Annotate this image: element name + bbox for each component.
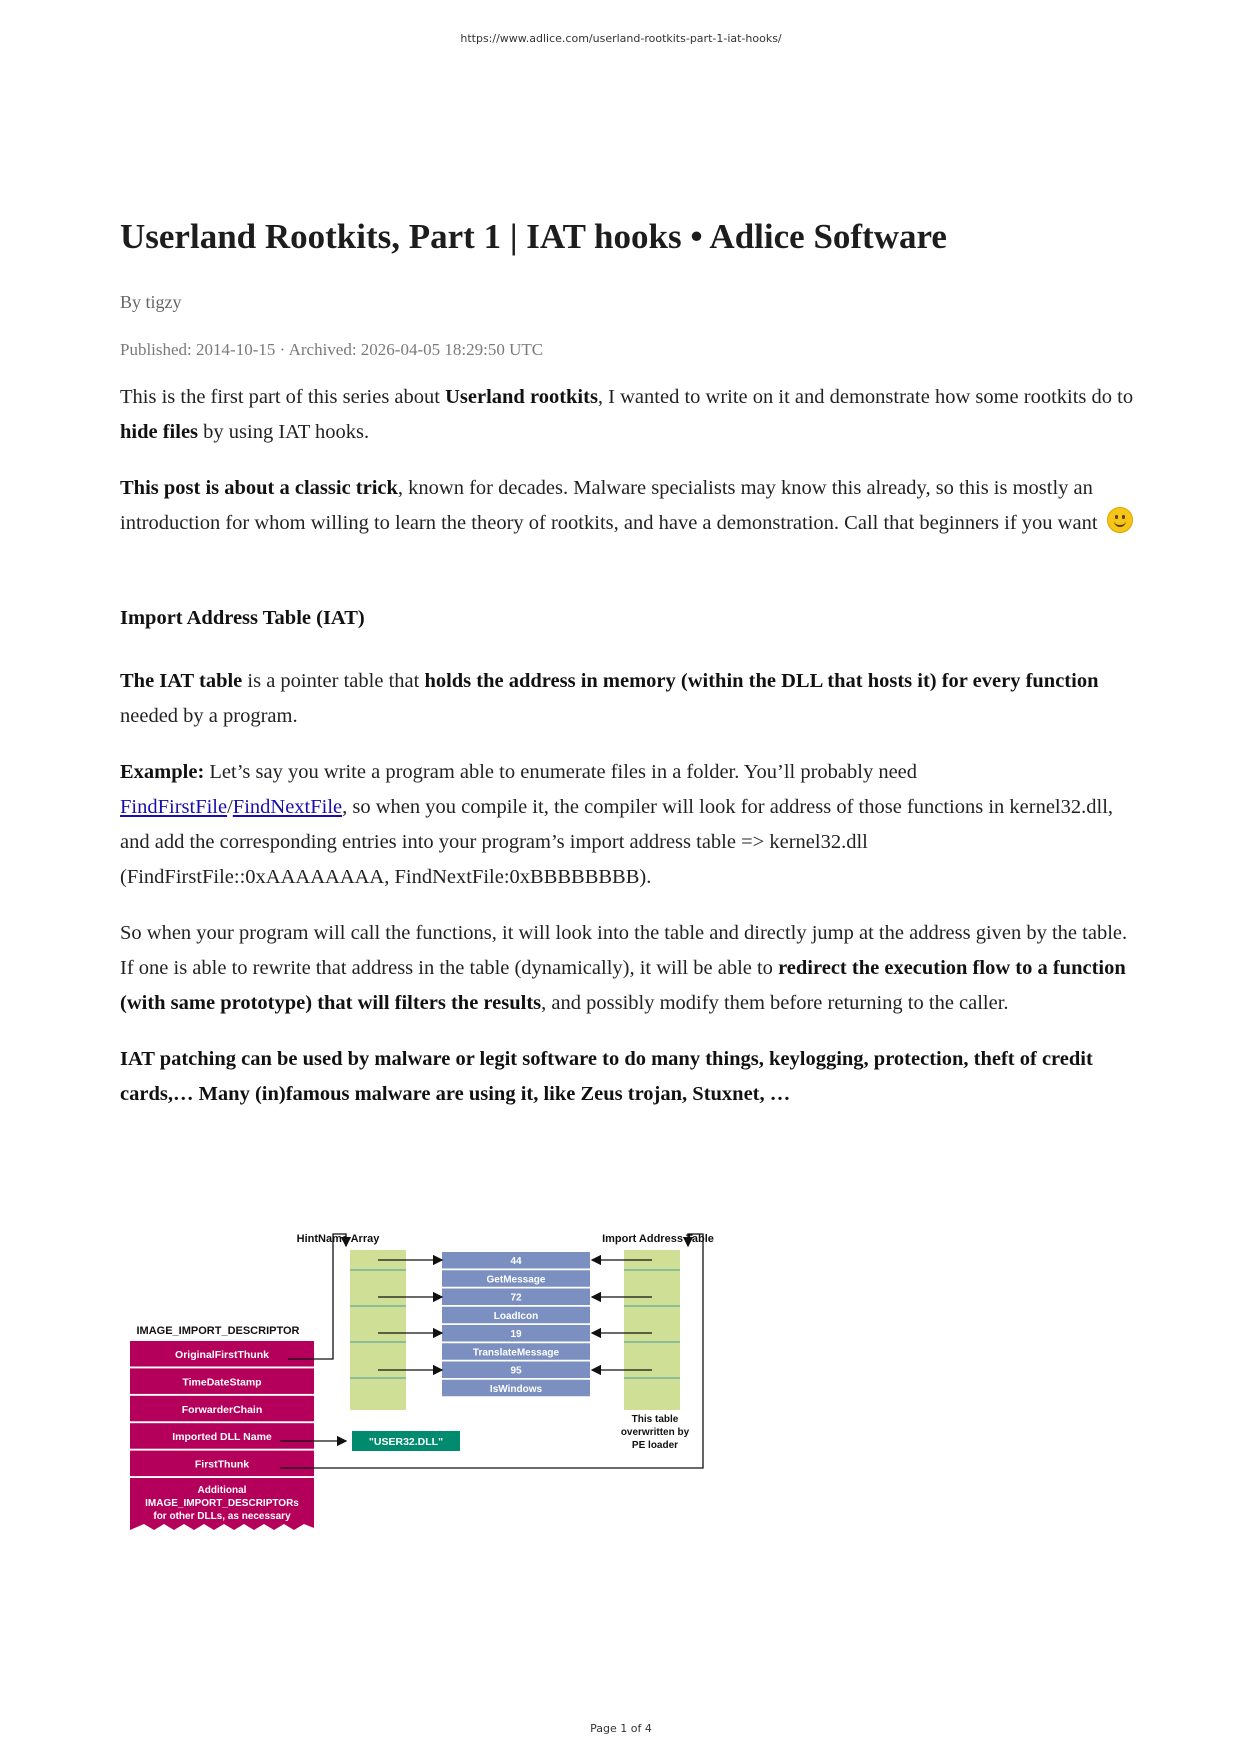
publish-meta: Published: 2014-10-15 · Archived: 2026-04-05 18:29:50 UTC [120,340,544,359]
name-cell-label: TranslateMessage [472,1347,560,1359]
note-line-2: overwritten by [620,1427,690,1438]
name-cell-label: 95 [510,1365,522,1377]
name-cell-label: 72 [510,1292,522,1304]
descriptor-extra-3: for other DLLs, as necessary [153,1511,291,1522]
descriptor-field-label: FirstThunk [194,1458,250,1471]
name-cell-label: 44 [510,1256,522,1267]
paragraph-example: Example: Let’s say you write a program able to enumerate files in a folder. You’ll probably need FindFirstFile/FindNextFile, so when you compile it, the compiler will look for address of those functions in kernel32.dll, and add the corresponding entries into your program’s import address table => kernel32.dll (FindFirstFile::0xAAAAAAAA, FindNextFile:0xBBBBBBBB). [120,761,1114,888]
iat-diagram-image [128,1228,718,1548]
smiley-emoji-icon [1107,507,1133,533]
section-heading: Import Address Table (IAT) [120,607,365,629]
descriptor-field-label: ForwarderChain [181,1403,263,1416]
descriptor-extra-1: Additional [197,1485,247,1496]
descriptor-field-label: OriginalFirstThunk [175,1349,269,1361]
findfirstfile-link[interactable]: FindFirstFile [120,796,228,818]
paragraph-iat-patching: IAT patching can be used by malware or legit software to do many things, keylogging, protection, theft of credit cards,… Many (in)famous malware are using it, like Zeus trojan, Stuxnet, … [120,1048,1093,1105]
note-line-1: This table [631,1414,679,1425]
paragraph-intro: This is the first part of this series about Userland rootkits, I wanted to write on it and demonstrate how some rootkits do to hide files by using IAT hooks. [120,386,1134,443]
descriptor-title: IMAGE_IMPORT_DESCRIPTOR [136,1325,300,1337]
article [120,212,1140,1112]
descriptor-extra-2: IMAGE_IMPORT_DESCRIPTORs [145,1498,299,1509]
page-number: Page 1 of 4 [590,1722,652,1735]
hintname-array-label: HintName Array [296,1233,380,1245]
name-cell-label: 19 [510,1329,522,1340]
paragraph-iat-definition: The IAT table is a pointer table that holds the address in memory (within the DLL that hosts it) for every function needed by a program. [120,670,1099,727]
name-cell-label: IsWindows [489,1383,543,1395]
paragraph-classic-trick: This post is about a classic trick, known for decades. Malware specialists may know this already, so this is mostly an introduction for whom willing to learn the theory of rootkits, and have a demonstration. Call that beginners if you want [120,471,1140,541]
dll-name-box: "USER32.DLL" [368,1436,444,1448]
findnextfile-link[interactable]: FindNextFile [232,796,343,818]
name-cell-label: GetMessage [486,1274,546,1286]
descriptor-field-label: TimeDateStamp [182,1376,262,1389]
page-url-header: https://www.adlice.com/userland-rootkits-part-1-iat-hooks/ [460,32,782,45]
author-byline: By tigzy [120,292,182,312]
article-title: Userland Rootkits, Part 1 | IAT hooks • Adlice Software [120,217,947,256]
note-line-3: PE loader [631,1440,679,1451]
name-cell-label: LoadIcon [493,1310,539,1322]
iat-label: Import Address Table [602,1233,714,1245]
paragraph-redirect: So when your program will call the functions, it will look into the table and directly jump at the address given by the table. If one is able to rewrite that address in the table (dynamically), it will be able to redirect the execution flow to a function (with same prototype) that will filters the results, and possibly modify them before returning to the caller. [120,922,1128,1014]
descriptor-field-label: Imported DLL Name [172,1431,272,1444]
